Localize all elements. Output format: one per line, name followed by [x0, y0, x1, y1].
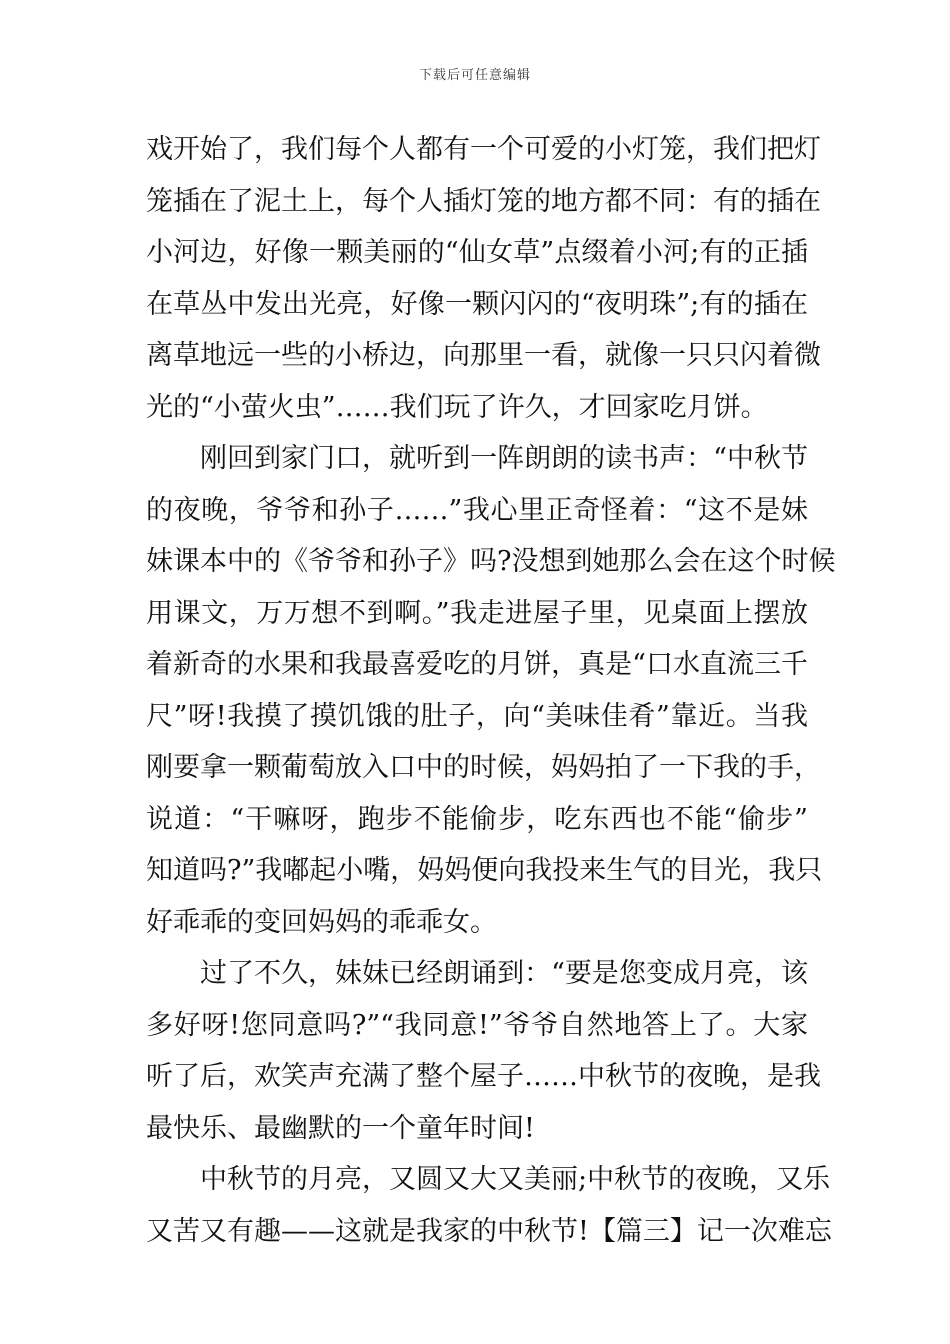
- text-line: 中秋节的月亮，又圆又大又美丽;中秋节的夜晚，又乐: [200, 1164, 831, 1195]
- text-line: 离草地远一些的小桥边，向那里一看，就像一只只闪着微: [146, 340, 821, 371]
- text-line: 光的“小萤火虫”……我们玩了许久，才回家吃月饼。: [146, 391, 768, 423]
- text-line: 过了不久，妹妹已经朗诵到：“要是您变成月亮，该: [200, 958, 808, 989]
- text-line: 小河边，好像一颗美丽的“仙女草”点缀着小河;有的正插: [146, 237, 808, 268]
- text-line: 的夜晚，爷爷和孙子……”我心里正奇怪着：“这不是妹: [146, 494, 808, 526]
- text-line: 着新奇的水果和我最喜爱吃的月饼，真是“口水直流三千: [146, 649, 808, 680]
- text-line: 听了后，欢笑声充满了整个屋子……中秋节的夜晚，是我: [146, 1061, 821, 1092]
- text-line: 戏开始了，我们每个人都有一个可爱的小灯笼，我们把灯: [146, 134, 821, 165]
- page-header: 下载后可任意编辑: [418, 68, 531, 83]
- document-body: [146, 124, 836, 1257]
- text-line: 刚回到家门口，就听到一阵朗朗的读书声：“中秋节: [200, 443, 808, 474]
- text-line: 多好呀!您同意吗?”“我同意!”爷爷自然地答上了。大家: [146, 1009, 808, 1041]
- text-line: 笼插在了泥土上，每个人插灯笼的地方都不同：有的插在: [146, 185, 821, 217]
- text-line: 用课文，万万想不到啊。”我走进屋子里，见桌面上摆放: [146, 597, 808, 629]
- text-line: 刚要拿一颗葡萄放入口中的时候，妈妈拍了一下我的手，: [146, 752, 821, 783]
- text-line: 知道吗?”我嘟起小嘴，妈妈便向我投来生气的目光，我只: [146, 855, 823, 886]
- text-line: 好乖乖的变回妈妈的乖乖女。: [146, 906, 497, 938]
- text-line: 最快乐、最幽默的一个童年时间!: [146, 1112, 535, 1144]
- text-line: 尺”呀!我摸了摸饥饿的肚子，向“美味佳肴”靠近。当我: [146, 700, 808, 732]
- text-line: 妹课本中的《爷爷和孙子》吗?没想到她那么会在这个时候: [146, 546, 836, 577]
- text-line: 说道：“干嘛呀，跑步不能偷步，吃东西也不能“偷步”: [146, 803, 808, 835]
- text-line: 在草丛中发出光亮，好像一颗闪闪的“夜明珠”;有的插在: [146, 288, 808, 320]
- text-line: 又苦又有趣——这就是我家的中秋节!【篇三】记一次难忘: [146, 1215, 832, 1247]
